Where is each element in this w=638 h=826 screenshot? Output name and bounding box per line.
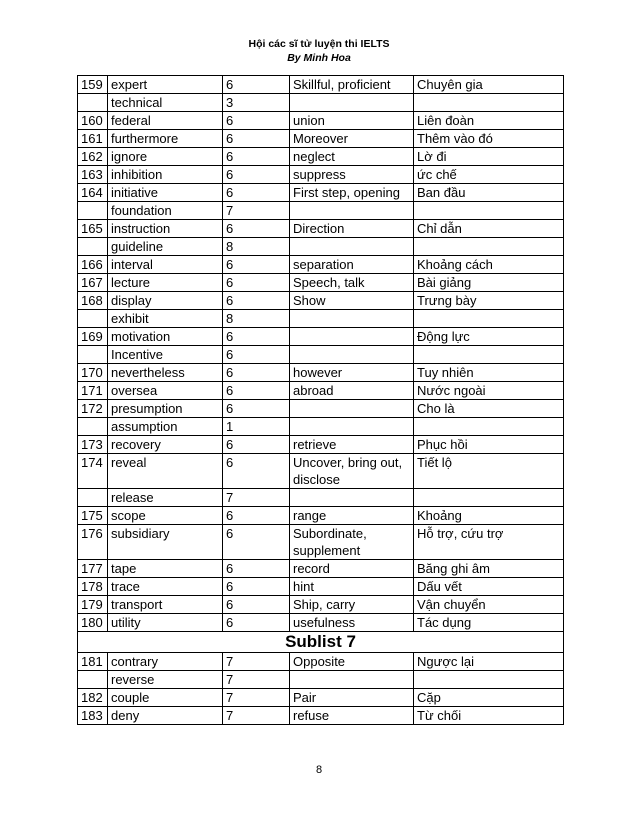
meaning-cell — [414, 671, 564, 689]
meaning-cell: Bài giảng — [414, 274, 564, 292]
table-row — [78, 346, 564, 364]
meaning-cell: Thêm vào đó — [414, 130, 564, 148]
level-cell: 6 — [223, 346, 290, 364]
entry-number: 181 — [78, 653, 108, 671]
synonym-cell: Moreover — [290, 130, 414, 148]
entry-number: 166 — [78, 256, 108, 274]
vocab-word: guideline — [108, 238, 223, 256]
vocab-word: technical — [108, 94, 223, 112]
synonym-cell: Ship, carry — [290, 596, 414, 614]
table-row — [78, 689, 564, 707]
table-row — [78, 94, 564, 112]
vocab-word: couple — [108, 689, 223, 707]
table-row — [78, 220, 564, 238]
entry-number — [78, 94, 108, 112]
synonym-cell — [290, 400, 414, 418]
table-row — [78, 202, 564, 220]
level-cell: 7 — [223, 707, 290, 725]
synonym-cell: neglect — [290, 148, 414, 166]
level-cell: 8 — [223, 310, 290, 328]
synonym-cell: record — [290, 560, 414, 578]
vocab-word: subsidiary — [108, 525, 223, 560]
entry-number: 162 — [78, 148, 108, 166]
table-row — [78, 436, 564, 454]
table-row — [78, 489, 564, 507]
vocab-word: exhibit — [108, 310, 223, 328]
entry-number: 159 — [78, 76, 108, 94]
entry-number: 170 — [78, 364, 108, 382]
level-cell: 6 — [223, 184, 290, 202]
vocab-word: instruction — [108, 220, 223, 238]
level-cell: 6 — [223, 436, 290, 454]
table-row — [78, 364, 564, 382]
meaning-cell: Từ chối — [414, 707, 564, 725]
entry-number: 176 — [78, 525, 108, 560]
entry-number: 183 — [78, 707, 108, 725]
entry-number: 169 — [78, 328, 108, 346]
vocab-word: reverse — [108, 671, 223, 689]
synonym-cell: Subordinate, supplement — [290, 525, 414, 560]
level-cell: 1 — [223, 418, 290, 436]
vocab-word: expert — [108, 76, 223, 94]
level-cell: 6 — [223, 76, 290, 94]
synonym-cell: Direction — [290, 220, 414, 238]
entry-number: 171 — [78, 382, 108, 400]
meaning-cell: Tiết lộ — [414, 454, 564, 489]
vocabulary-table — [77, 75, 564, 725]
table-row — [78, 418, 564, 436]
meaning-cell — [414, 418, 564, 436]
vocab-word: trace — [108, 578, 223, 596]
document-header-title: Hội các sĩ tử luyện thi IELTS — [248, 38, 390, 50]
vocab-word: lecture — [108, 274, 223, 292]
level-cell: 6 — [223, 220, 290, 238]
meaning-cell: Liên đoàn — [414, 112, 564, 130]
vocab-word: interval — [108, 256, 223, 274]
synonym-cell — [290, 238, 414, 256]
synonym-cell: suppress — [290, 166, 414, 184]
sublist-heading-body — [78, 632, 564, 653]
level-cell: 7 — [223, 671, 290, 689]
synonym-cell: retrieve — [290, 436, 414, 454]
entry-number — [78, 310, 108, 328]
synonym-cell: union — [290, 112, 414, 130]
sublist-heading-row — [78, 632, 564, 653]
level-cell: 6 — [223, 382, 290, 400]
entry-number: 182 — [78, 689, 108, 707]
entry-number: 172 — [78, 400, 108, 418]
synonym-cell — [290, 328, 414, 346]
synonym-cell — [290, 310, 414, 328]
level-cell: 6 — [223, 614, 290, 632]
document-header-author: By Minh Hoa — [287, 52, 351, 64]
meaning-cell — [414, 202, 564, 220]
entry-number: 179 — [78, 596, 108, 614]
meaning-cell: Động lực — [414, 328, 564, 346]
entry-number — [78, 202, 108, 220]
synonym-cell: Pair — [290, 689, 414, 707]
sublist-7-body — [78, 653, 564, 725]
level-cell: 7 — [223, 689, 290, 707]
meaning-cell: Chỉ dẫn — [414, 220, 564, 238]
synonym-cell: First step, opening — [290, 184, 414, 202]
entry-number: 163 — [78, 166, 108, 184]
vocab-word: furthermore — [108, 130, 223, 148]
table-row — [78, 130, 564, 148]
entry-number: 175 — [78, 507, 108, 525]
vocab-word: assumption — [108, 418, 223, 436]
vocab-word: oversea — [108, 382, 223, 400]
level-cell: 6 — [223, 166, 290, 184]
meaning-cell: ức chế — [414, 166, 564, 184]
synonym-cell — [290, 202, 414, 220]
meaning-cell: Nước ngoài — [414, 382, 564, 400]
table-row — [78, 614, 564, 632]
synonym-cell: Opposite — [290, 653, 414, 671]
table-row — [78, 166, 564, 184]
meaning-cell: Ban đầu — [414, 184, 564, 202]
meaning-cell: Ngược lại — [414, 653, 564, 671]
meaning-cell: Vận chuyển — [414, 596, 564, 614]
table-row — [78, 76, 564, 94]
entry-number: 168 — [78, 292, 108, 310]
table-row — [78, 256, 564, 274]
vocab-word: scope — [108, 507, 223, 525]
level-cell: 6 — [223, 112, 290, 130]
entry-number: 180 — [78, 614, 108, 632]
table-row — [78, 328, 564, 346]
synonym-cell: Speech, talk — [290, 274, 414, 292]
meaning-cell: Tác dụng — [414, 614, 564, 632]
synonym-cell — [290, 94, 414, 112]
level-cell: 6 — [223, 256, 290, 274]
level-cell: 6 — [223, 596, 290, 614]
meaning-cell: Khoảng cách — [414, 256, 564, 274]
vocab-word: motivation — [108, 328, 223, 346]
table-row — [78, 400, 564, 418]
table-row — [78, 112, 564, 130]
table-row — [78, 238, 564, 256]
synonym-cell: separation — [290, 256, 414, 274]
level-cell: 6 — [223, 292, 290, 310]
meaning-cell: Khoảng — [414, 507, 564, 525]
table-row — [78, 184, 564, 202]
entry-number: 178 — [78, 578, 108, 596]
level-cell: 7 — [223, 653, 290, 671]
synonym-cell: hint — [290, 578, 414, 596]
entry-number: 161 — [78, 130, 108, 148]
table-row — [78, 274, 564, 292]
vocab-word: initiative — [108, 184, 223, 202]
synonym-cell: abroad — [290, 382, 414, 400]
level-cell: 6 — [223, 130, 290, 148]
meaning-cell: Tuy nhiên — [414, 364, 564, 382]
synonym-cell: refuse — [290, 707, 414, 725]
table-row — [78, 671, 564, 689]
synonym-cell — [290, 346, 414, 364]
level-cell: 3 — [223, 94, 290, 112]
entry-number — [78, 238, 108, 256]
level-cell: 6 — [223, 400, 290, 418]
table-row — [78, 454, 564, 489]
level-cell: 6 — [223, 364, 290, 382]
table-row — [78, 148, 564, 166]
level-cell: 6 — [223, 560, 290, 578]
meaning-cell — [414, 94, 564, 112]
synonym-cell — [290, 489, 414, 507]
meaning-cell: Trưng bày — [414, 292, 564, 310]
level-cell: 6 — [223, 148, 290, 166]
page-number: 8 — [315, 764, 323, 776]
entry-number: 167 — [78, 274, 108, 292]
entry-number — [78, 671, 108, 689]
vocab-word: release — [108, 489, 223, 507]
synonym-cell — [290, 418, 414, 436]
entry-number — [78, 418, 108, 436]
table-row — [78, 525, 564, 560]
table-row — [78, 707, 564, 725]
entry-number: 177 — [78, 560, 108, 578]
entry-number: 174 — [78, 454, 108, 489]
meaning-cell: Lờ đi — [414, 148, 564, 166]
vocab-word: Incentive — [108, 346, 223, 364]
level-cell: 8 — [223, 238, 290, 256]
synonym-cell — [290, 671, 414, 689]
vocab-word: display — [108, 292, 223, 310]
meaning-cell: Cho là — [414, 400, 564, 418]
table-row — [78, 578, 564, 596]
level-cell: 7 — [223, 202, 290, 220]
vocab-word: inhibition — [108, 166, 223, 184]
meaning-cell: Hỗ trợ, cứu trợ — [414, 525, 564, 560]
vocab-word: tape — [108, 560, 223, 578]
meaning-cell — [414, 489, 564, 507]
synonym-cell: usefulness — [290, 614, 414, 632]
meaning-cell: Chuyên gia — [414, 76, 564, 94]
meaning-cell: Phục hồi — [414, 436, 564, 454]
synonym-cell: Show — [290, 292, 414, 310]
entry-number: 173 — [78, 436, 108, 454]
vocab-word: federal — [108, 112, 223, 130]
vocab-word: presumption — [108, 400, 223, 418]
meaning-cell — [414, 310, 564, 328]
sublist-6-body — [78, 76, 564, 632]
level-cell: 6 — [223, 454, 290, 489]
level-cell: 6 — [223, 578, 290, 596]
entry-number: 160 — [78, 112, 108, 130]
level-cell: 6 — [223, 274, 290, 292]
vocab-word: utility — [108, 614, 223, 632]
vocab-word: foundation — [108, 202, 223, 220]
level-cell: 6 — [223, 507, 290, 525]
table-row — [78, 507, 564, 525]
synonym-cell: Uncover, bring out, disclose — [290, 454, 414, 489]
table-row — [78, 596, 564, 614]
level-cell: 6 — [223, 328, 290, 346]
level-cell: 7 — [223, 489, 290, 507]
meaning-cell: Cặp — [414, 689, 564, 707]
table-row — [78, 560, 564, 578]
entry-number: 164 — [78, 184, 108, 202]
vocab-word: nevertheless — [108, 364, 223, 382]
table-row — [78, 292, 564, 310]
sublist-title: Sublist 7 — [78, 632, 564, 653]
meaning-cell: Dấu vết — [414, 578, 564, 596]
synonym-cell: Skillful, proficient — [290, 76, 414, 94]
entry-number: 165 — [78, 220, 108, 238]
table-row — [78, 310, 564, 328]
vocab-word: transport — [108, 596, 223, 614]
table-row — [78, 382, 564, 400]
entry-number — [78, 346, 108, 364]
synonym-cell: however — [290, 364, 414, 382]
level-cell: 6 — [223, 525, 290, 560]
vocab-word: ignore — [108, 148, 223, 166]
synonym-cell: range — [290, 507, 414, 525]
vocab-word: recovery — [108, 436, 223, 454]
entry-number — [78, 489, 108, 507]
vocab-word: reveal — [108, 454, 223, 489]
vocab-word: contrary — [108, 653, 223, 671]
meaning-cell: Băng ghi âm — [414, 560, 564, 578]
meaning-cell — [414, 346, 564, 364]
vocab-word: deny — [108, 707, 223, 725]
table-row — [78, 653, 564, 671]
meaning-cell — [414, 238, 564, 256]
